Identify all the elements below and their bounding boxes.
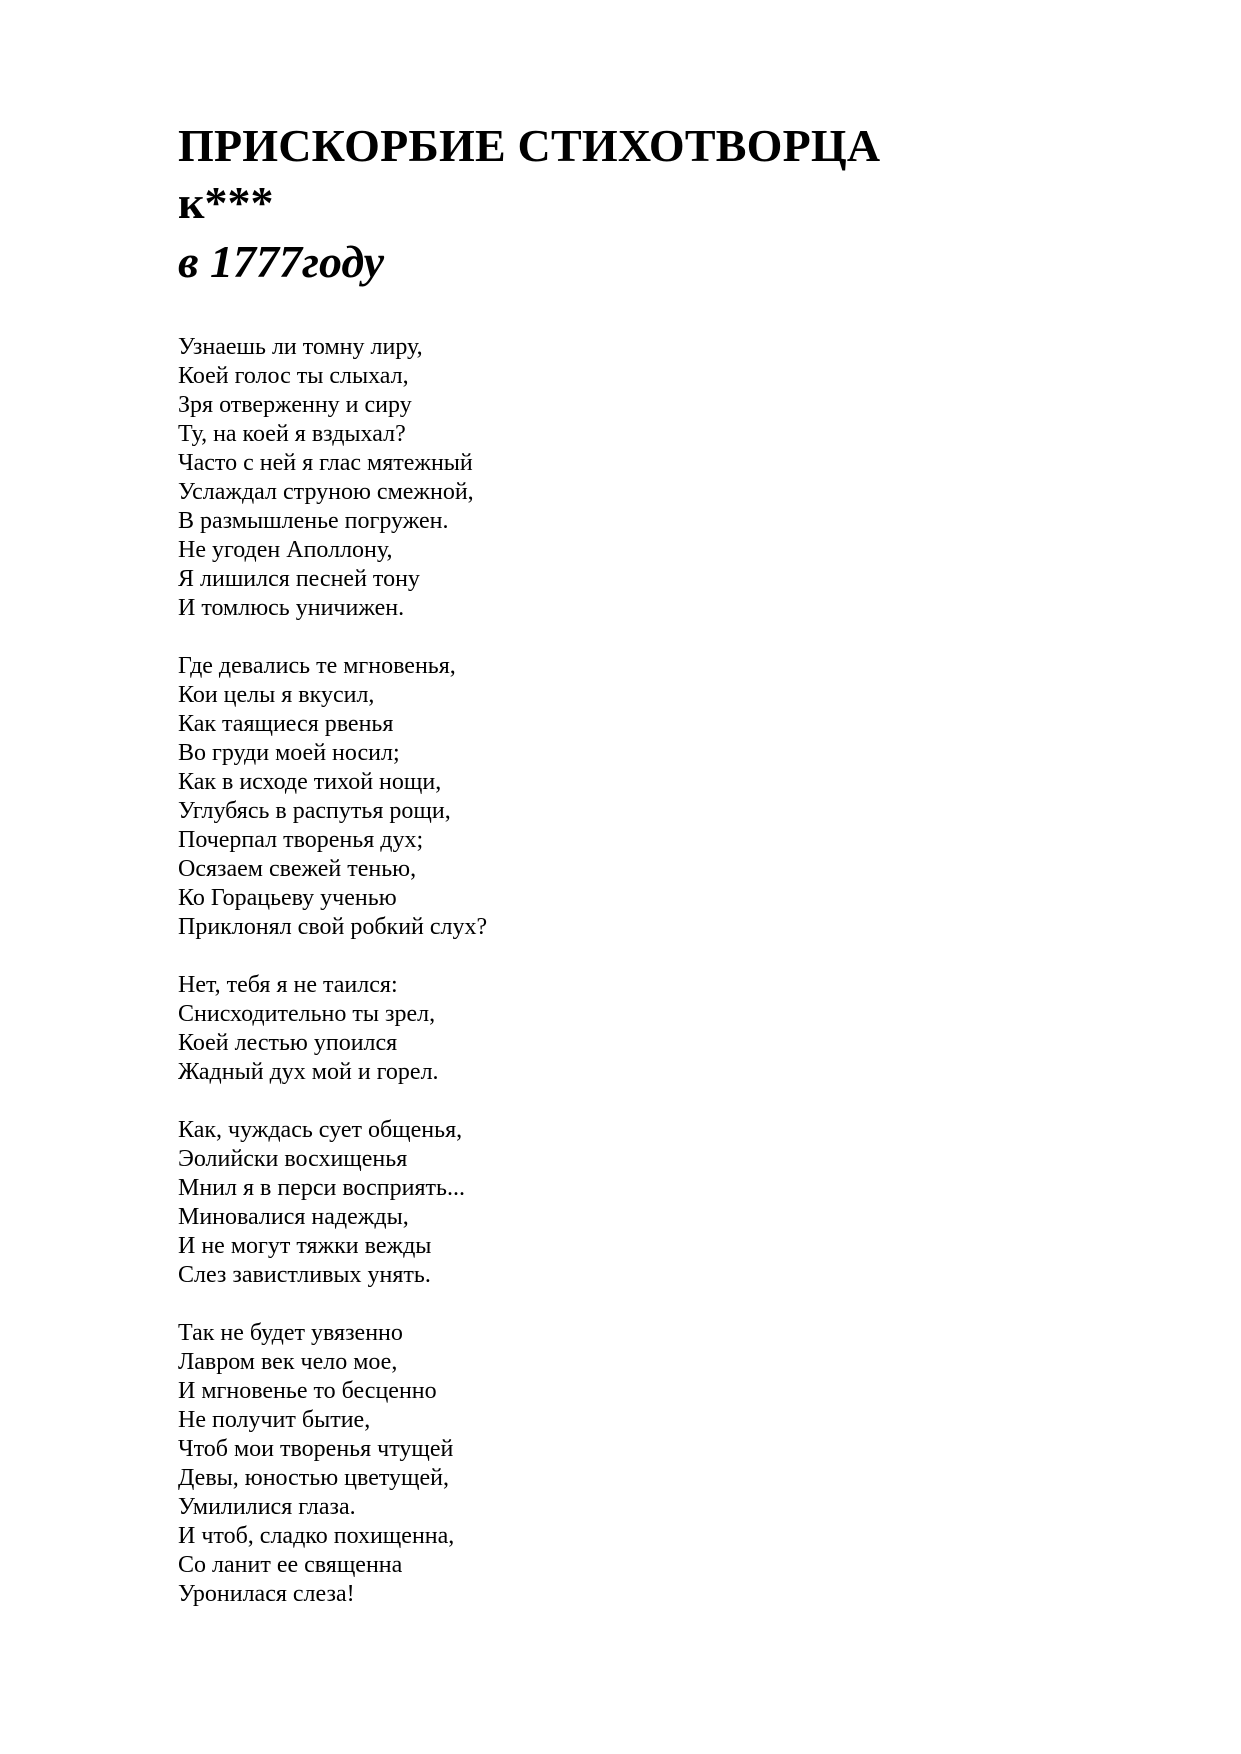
poem-line: Во груди моей носил;: [178, 740, 400, 766]
poem-line: И томлюсь уничижен.: [178, 595, 405, 621]
poem-line: Ту, на коей я вздыхал?: [178, 421, 406, 447]
poem-line: Услаждал струною смежной,: [178, 479, 474, 505]
poem-line: Со ланит ее священна: [178, 1552, 403, 1578]
poem-line: Чтоб мои творенья чтущей: [178, 1436, 454, 1462]
poem-line: Коей голос ты слыхал,: [178, 363, 409, 389]
poem-line: Кои целы я вкусил,: [178, 682, 375, 708]
poem-line: Как таящиеся рвенья: [178, 711, 394, 737]
poem-line: Так не будет увязенно: [178, 1320, 403, 1346]
poem-line: Эолийски восхищенья: [178, 1146, 408, 1172]
poem-year: в 1777году: [178, 236, 385, 287]
stanza: [178, 1319, 1178, 1609]
poem-line: Почерпал творенья дух;: [178, 827, 424, 853]
poem-line: Зря отверженну и сиру: [178, 392, 412, 418]
poem-line: Не получит бытие,: [178, 1407, 371, 1433]
poem-line: Лавром век чело мое,: [178, 1349, 398, 1375]
stanza: [178, 1116, 1178, 1290]
poem-line: Жадный дух мой и горел.: [178, 1059, 439, 1085]
poem-line: Уронилася слеза!: [178, 1581, 355, 1607]
poem-body: [178, 333, 1178, 1609]
poem-line: Миновалися надежды,: [178, 1204, 409, 1230]
document-page: [178, 118, 1178, 1638]
poem-line: В размышленье погружен.: [178, 508, 449, 534]
poem-line: Мнил я в перси восприять...: [178, 1175, 465, 1201]
poem-line: Как, чуждась сует общенья,: [178, 1117, 463, 1143]
poem-line: Снисходительно ты зрел,: [178, 1001, 436, 1027]
poem-line: Часто с ней я глас мятежный: [178, 450, 473, 476]
poem-line: Не угоден Аполлону,: [178, 537, 393, 563]
poem-line: И не могут тяжки вежды: [178, 1233, 432, 1259]
stanza: [178, 652, 1178, 942]
poem-line: Девы, юностью цветущей,: [178, 1465, 449, 1491]
poem-line: Осязаем свежей тенью,: [178, 856, 417, 882]
poem-line: Нет, тебя я не таился:: [178, 972, 398, 998]
poem-line: Ко Горацьеву ученью: [178, 885, 397, 911]
poem-line: Приклонял свой робкий слух?: [178, 914, 488, 940]
poem-line: Я лишился песней тону: [178, 566, 420, 592]
poem-line: Как в исходе тихой нощи,: [178, 769, 442, 795]
poem-line: И чтоб, сладко похищенна,: [178, 1523, 455, 1549]
stanza: [178, 971, 1178, 1087]
poem-line: Узнаешь ли томну лиру,: [178, 334, 423, 360]
poem-line: Коей лестью упоился: [178, 1030, 398, 1056]
poem-line: Углубясь в распутья рощи,: [178, 798, 451, 824]
poem-line: И мгновенье то бесценно: [178, 1378, 437, 1404]
poem-dedication: к***: [178, 177, 274, 228]
poem-line: Слез завистливых унять.: [178, 1262, 431, 1288]
stanza: [178, 333, 1178, 623]
poem-title: ПРИСКОРБИЕ СТИХОТВОРЦА: [178, 120, 881, 171]
poem-line: Умилилися глаза.: [178, 1494, 356, 1520]
poem-line: Где девались те мгновенья,: [178, 653, 456, 679]
